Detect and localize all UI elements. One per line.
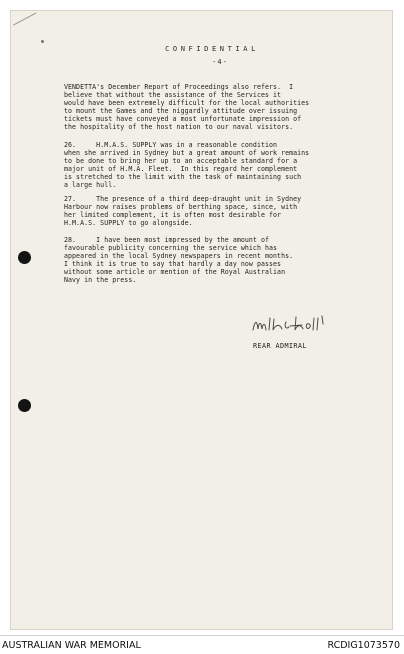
archive-footer [0,635,404,654]
paragraph-27: 27. The presence of a third deep-draught unit in Sydney Harbour now raises problems of berthing space, since, with her limited complement, it is often most desirable for H.M.A.S. SUPPLY to go alongside. [64,195,302,227]
handwritten-signature [250,312,350,336]
paragraph-26: 26. H.M.A.S. SUPPLY was in a reasonable condition when she arrived in Sydney but a great amount of work remains to be done to bring her up to an acceptable standard for a major unit of H.M.A. Fleet. In this regard her complement is stretched to the limit with the task of maintaining such a large hull. [64,141,310,189]
ink-dot [41,40,44,43]
paragraph-28: 28. I have been most impressed by the amount of favourable publicity concerning the service which has appeared in the local Sydney newspapers in recent months. I think it is true to say that hardly a day now passes without some article or mention of the Royal Australian Navy in the press. [64,236,294,284]
archive-name: AUSTRALIAN WAR MEMORIAL [2,640,141,651]
punch-hole-bottom [18,399,31,412]
punch-hole-top [18,251,31,264]
classification-heading: CONFIDENTIAL [165,45,259,53]
signatory-rank: REAR ADMIRAL [253,342,307,350]
paragraph-vendetta: VENDETTA's December Report of Proceedings also refers. I believe that without the assistance of the Services it would have been extremely difficult for the local authorities to mount the Games and the niggardly attitude over issuing tickets must have conveyed a most unfortunate impression of the hospitality of the host nation to our naval visitors. [64,83,310,131]
record-id: RCDIG1073570 [327,640,400,651]
page-number: -4- [212,58,228,66]
